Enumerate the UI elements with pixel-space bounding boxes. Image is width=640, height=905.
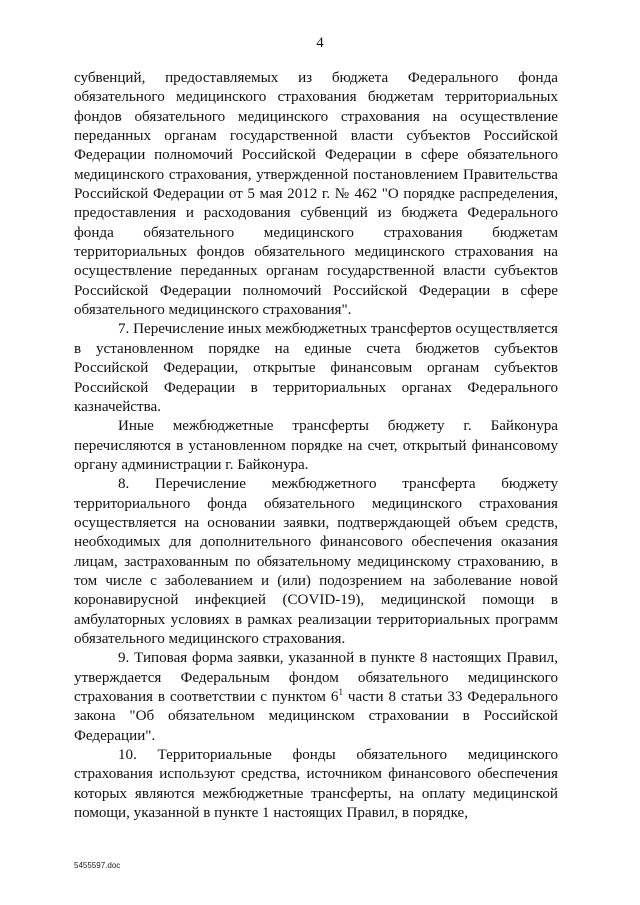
- paragraph-7: 7. Перечисление иных межбюджетных трансфертов осуществляется в установленном порядке на единые счета бюджетов субъектов Российской Федерации, открытые финансовым органам субъектов Российской Федерации в территориальных органах Федерального казначейства.: [74, 321, 558, 415]
- paragraph-7-baikonur: Иные межбюджетные трансферты бюджету г. Байконура перечисляются в установленном порядке на счет, открытый финансовому органу администрации г. Байконура.: [74, 418, 558, 473]
- document-body: [74, 69, 558, 823]
- paragraph-9: [74, 649, 558, 746]
- paragraph-continuation: субвенций, предоставляемых из бюджета Федерального фонда обязательного медицинского страхования бюджетам территориальных фондов обязательного медицинского страхования на осуществление переданных органам государственной власти субъектов Российской Федерации полномочий Российской Федерации в сфере обязательного медицинского страхования, утвержденной постановлением Правительства Российской Федерации от 5 мая 2012 г. № 462 "О порядке распределения, предоставления и расходования субвенций из бюджета Федерального фонда обязательного медицинского страхования бюджетам территориальных фондов обязательного медицинского страхования на осуществление переданных органам государственной власти субъектов Российской Федерации полномочий Российской Федерации в сфере обязательного медицинского страхования".: [74, 70, 558, 319]
- file-name-footer: 5455597.doc: [74, 861, 121, 870]
- paragraph-9-text-before: 9. Типовая форма заявки, указанной в пункте 8 настоящих Правил, утверждается Федеральным фондом обязательного медицинского страхования в соответствии с пунктом 6: [74, 650, 558, 705]
- paragraph-9-text-after: части 8 статьи 33 Федерального закона "Об обязательном медицинском страховании в Российской Федерации".: [74, 689, 558, 744]
- page-number: 4: [316, 35, 324, 51]
- paragraph-9-superscript: 1: [338, 687, 343, 697]
- paragraph-10: 10. Территориальные фонды обязательного медицинского страхования используют средства, источником финансового обеспечения которых являются межбюджетные трансферты, на оплату медицинской помощи, указанной в пункте 1 настоящих Правил, в порядке,: [74, 747, 558, 822]
- paragraph-8: 8. Перечисление межбюджетного трансферта бюджету территориального фонда обязательного медицинского страхования осуществляется на основании заявки, подтверждающей объем средств, необходимых для дополнительного финансового обеспечения оказания лицам, застрахованным по обязательному медицинскому страхованию, в том числе с заболеванием и (или) подозрением на заболевание новой коронавирусной инфекцией (COVID-19), медицинской помощи в амбулаторных условиях в рамках реализации территориальных программ обязательного медицинского страхования.: [74, 476, 558, 647]
